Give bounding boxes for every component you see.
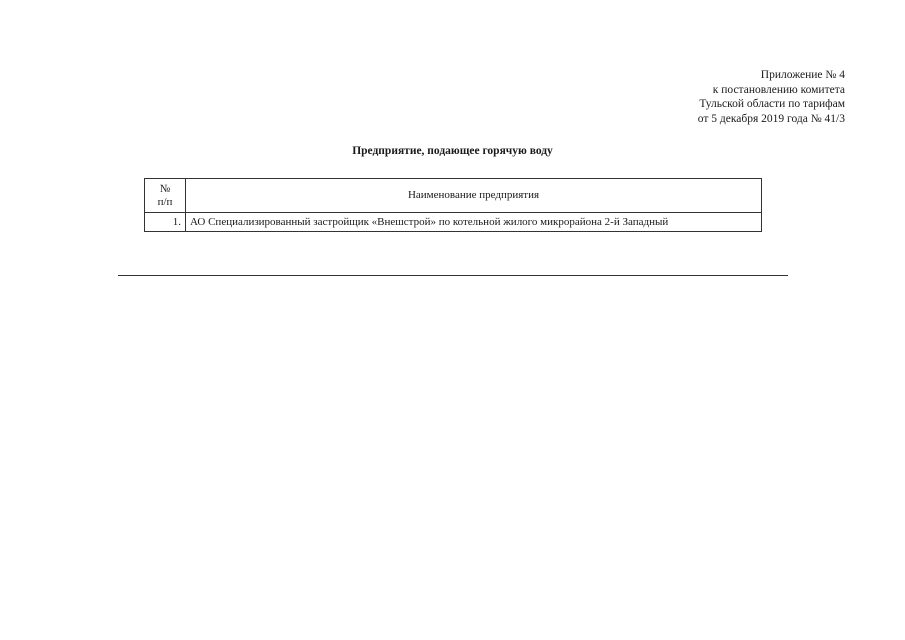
column-header-name: Наименование предприятия bbox=[186, 179, 762, 213]
appendix-header bbox=[698, 68, 845, 126]
table-header-row bbox=[145, 179, 762, 213]
column-header-number bbox=[145, 179, 186, 213]
appendix-resolution-ref: к постановлению комитета bbox=[712, 83, 845, 96]
enterprise-table bbox=[144, 178, 762, 232]
footer-divider bbox=[118, 275, 788, 276]
appendix-date: от 5 декабря 2019 года № 41/3 bbox=[697, 112, 845, 125]
document-title: Предприятие, подающее горячую воду bbox=[352, 145, 553, 157]
appendix-committee: Тульской области по тарифам bbox=[699, 98, 845, 110]
column-header-number-symbol: № bbox=[159, 182, 171, 195]
table-row bbox=[145, 213, 762, 232]
appendix-number: Приложение № 4 bbox=[760, 69, 845, 81]
column-header-number-abbr: п/п bbox=[157, 195, 173, 208]
row-enterprise-name: АО Специализированный застройщик «Внешстрой» по котельной жилого микрорайона 2-й Западный bbox=[186, 213, 762, 232]
row-number: 1. bbox=[145, 213, 186, 232]
